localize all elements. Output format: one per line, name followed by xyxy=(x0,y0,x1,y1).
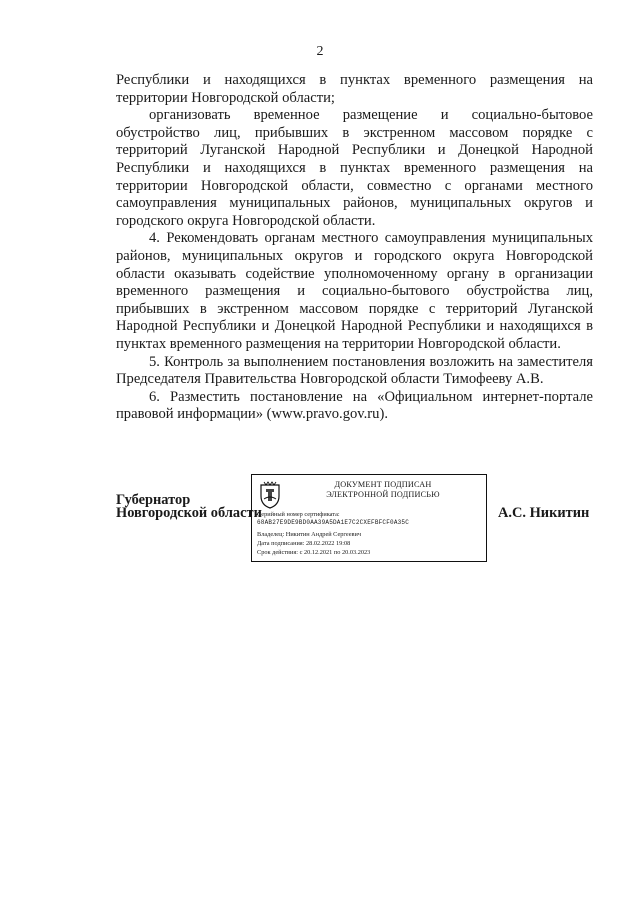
signatory-title xyxy=(116,494,262,520)
coat-of-arms-icon xyxy=(258,481,282,509)
electronic-signature-stamp xyxy=(251,474,487,562)
stamp-signed-date: Дата подписания: 28.02.2022 19:08 xyxy=(257,540,351,547)
document-body xyxy=(116,72,593,424)
stamp-cert-label: Серийный номер сертификата: xyxy=(257,511,340,518)
signatory-title-line2: Новгородской области xyxy=(116,505,262,521)
stamp-heading-line1: ДОКУМЕНТ ПОДПИСАН xyxy=(334,480,432,489)
stamp-cert-number: 68AB27E9DE9BD0AA39A5DA1E7C2CXEFBFCF0A35C xyxy=(257,519,410,526)
signatory-title-line1: Губернатор xyxy=(116,492,191,508)
paragraph-continuation: Республики и находящихся в пунктах временного размещения на территории Новгородской области; xyxy=(116,72,593,106)
paragraph-item-4: 4. Рекомендовать органам местного самоуправления муниципальных районов, муниципальных округов и городского округа Новгородской области оказывать содействие уполномоченному органу в организации временного размещения и социально-бытового обустройства лиц, прибывших в экстренном массовом порядке с территорий Луганской Народной Республики и Донецкой Народной Республики и находящихся в пунктах временного размещения на территории Новгородской области. xyxy=(116,230,593,352)
stamp-heading-line2: ЭЛЕКТРОННОЙ ПОДПИСЬЮ xyxy=(326,490,440,499)
paragraph-item-5: 5. Контроль за выполнением постановления возложить на заместителя Председателя Правительства Новгородской области Тимофееву А.В. xyxy=(116,353,593,388)
paragraph-organize: организовать временное размещение и социально-бытовое обустройство лиц, прибывших в экстренном массовом порядке с территорий Луганской Народной Республики и Донецкой Народной Республики и находящихся в пунктах временного размещения на территории Новгородской области, совместно с органами местного самоуправления муниципальных районов, муниципальных округов и городского округа Новгородской области. xyxy=(116,107,593,229)
paragraph-item-6: 6. Разместить постановление на «Официальном интернет-портале правовой информации» (www.pravo.gov.ru). xyxy=(116,388,593,423)
signatory-name: А.С. Никитин xyxy=(498,505,590,521)
stamp-validity: Срок действия: с 20.12.2021 по 20.03.2023 xyxy=(257,549,371,556)
stamp-owner: Владелец: Никитин Андрей Сергеевич xyxy=(257,531,362,538)
page-number: 2 xyxy=(316,44,324,59)
